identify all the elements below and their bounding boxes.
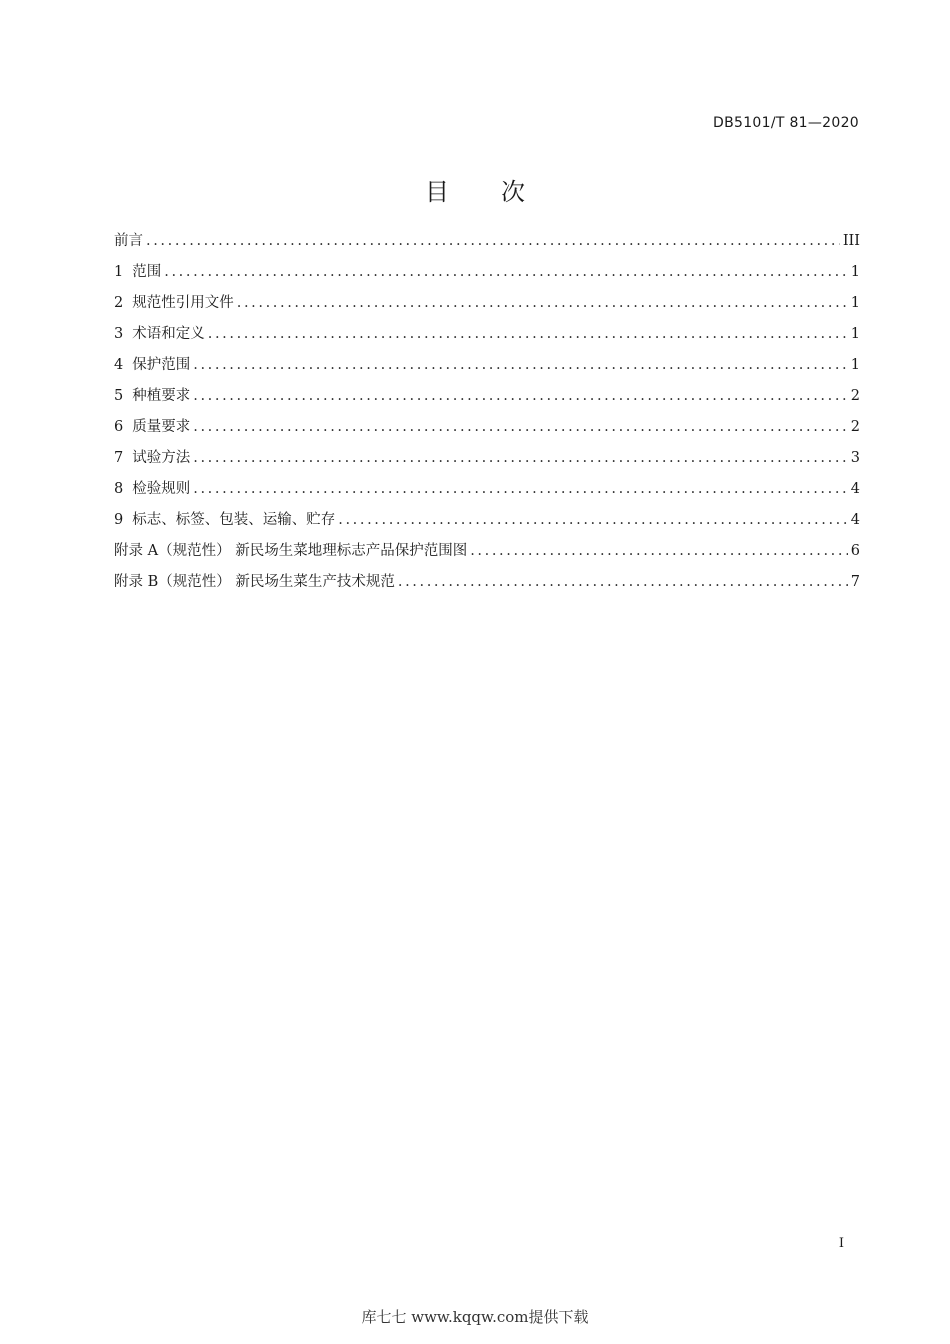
toc-entry-preface[interactable] [114, 230, 860, 261]
toc-entry-text: 保护范围 [132, 357, 191, 373]
toc-entry-label [114, 292, 234, 314]
toc-entry-label: 附录 A（规范性） 新民场生菜地理标志产品保护范围图 [114, 543, 468, 559]
table-of-contents [114, 230, 860, 602]
dot-leader [470, 540, 848, 562]
toc-entry-text: 检验规则 [132, 481, 191, 497]
toc-entry-text: 种植要求 [132, 388, 191, 404]
dot-leader [146, 230, 840, 252]
toc-entry-label [114, 447, 190, 469]
toc-entry-appendix-b[interactable] [114, 571, 860, 602]
toc-entry-number: 6 [114, 419, 124, 435]
toc-entry-3[interactable] [114, 323, 860, 354]
title-char-1: 目 [425, 178, 449, 206]
toc-entry-label [114, 385, 190, 407]
toc-entry-1[interactable] [114, 261, 860, 292]
toc-entry-number: 1 [114, 264, 124, 280]
toc-entry-text: 试验方法 [132, 450, 191, 466]
toc-entry-label [114, 416, 190, 438]
dot-leader [237, 292, 848, 314]
toc-entry-text: 规范性引用文件 [132, 295, 234, 311]
dot-leader [338, 509, 848, 531]
dot-leader [193, 354, 848, 376]
toc-entry-page: 1 [850, 295, 860, 311]
toc-entry-label: 附录 B（规范性） 新民场生菜生产技术规范 [114, 574, 395, 590]
toc-entry-text: 范围 [132, 264, 162, 280]
toc-entry-number: 9 [114, 512, 124, 528]
toc-entry-text: 术语和定义 [132, 326, 205, 342]
dot-leader [208, 323, 848, 345]
toc-entry-number: 3 [114, 326, 124, 342]
toc-entry-number: 7 [114, 450, 124, 466]
toc-entry-page: 3 [850, 450, 860, 466]
page-title [0, 172, 950, 207]
toc-entry-page: 1 [850, 357, 860, 373]
toc-entry-7[interactable] [114, 447, 860, 478]
title-char-2: 次 [501, 178, 525, 206]
toc-entry-label [114, 509, 335, 531]
document-code: DB5101/T 81—2020 [713, 115, 859, 131]
toc-entry-appendix-a[interactable] [114, 540, 860, 571]
toc-entry-number: 8 [114, 481, 124, 497]
dot-leader [164, 261, 848, 283]
toc-entry-number: 4 [114, 357, 124, 373]
dot-leader [193, 447, 848, 469]
dot-leader [193, 385, 848, 407]
toc-entry-number: 2 [114, 295, 124, 311]
toc-entry-9[interactable] [114, 509, 860, 540]
toc-entry-label [114, 261, 161, 283]
toc-entry-page: 2 [850, 388, 860, 404]
dot-leader [193, 416, 848, 438]
dot-leader [193, 478, 848, 500]
toc-entry-page: 2 [850, 419, 860, 435]
toc-entry-6[interactable] [114, 416, 860, 447]
toc-entry-8[interactable] [114, 478, 860, 509]
toc-entry-page: 6 [850, 543, 860, 559]
toc-entry-page: 1 [850, 326, 860, 342]
toc-entry-page: III [842, 233, 860, 249]
toc-entry-page: 1 [850, 264, 860, 280]
toc-entry-page: 7 [850, 574, 860, 590]
toc-entry-text: 标志、标签、包装、运输、贮存 [132, 512, 336, 528]
footer-watermark: 库七七 www.kqqw.com提供下载 [361, 1308, 589, 1326]
toc-entry-4[interactable] [114, 354, 860, 385]
toc-entry-number: 5 [114, 388, 124, 404]
toc-entry-2[interactable] [114, 292, 860, 323]
page-number: I [838, 1236, 844, 1251]
toc-entry-label [114, 354, 190, 376]
toc-entry-page: 4 [850, 512, 860, 528]
toc-entry-5[interactable] [114, 385, 860, 416]
toc-entry-page: 4 [850, 481, 860, 497]
toc-entry-label: 前言 [114, 233, 143, 249]
toc-entry-text: 质量要求 [132, 419, 191, 435]
toc-entry-label [114, 478, 190, 500]
dot-leader [398, 571, 848, 593]
toc-entry-label [114, 323, 205, 345]
